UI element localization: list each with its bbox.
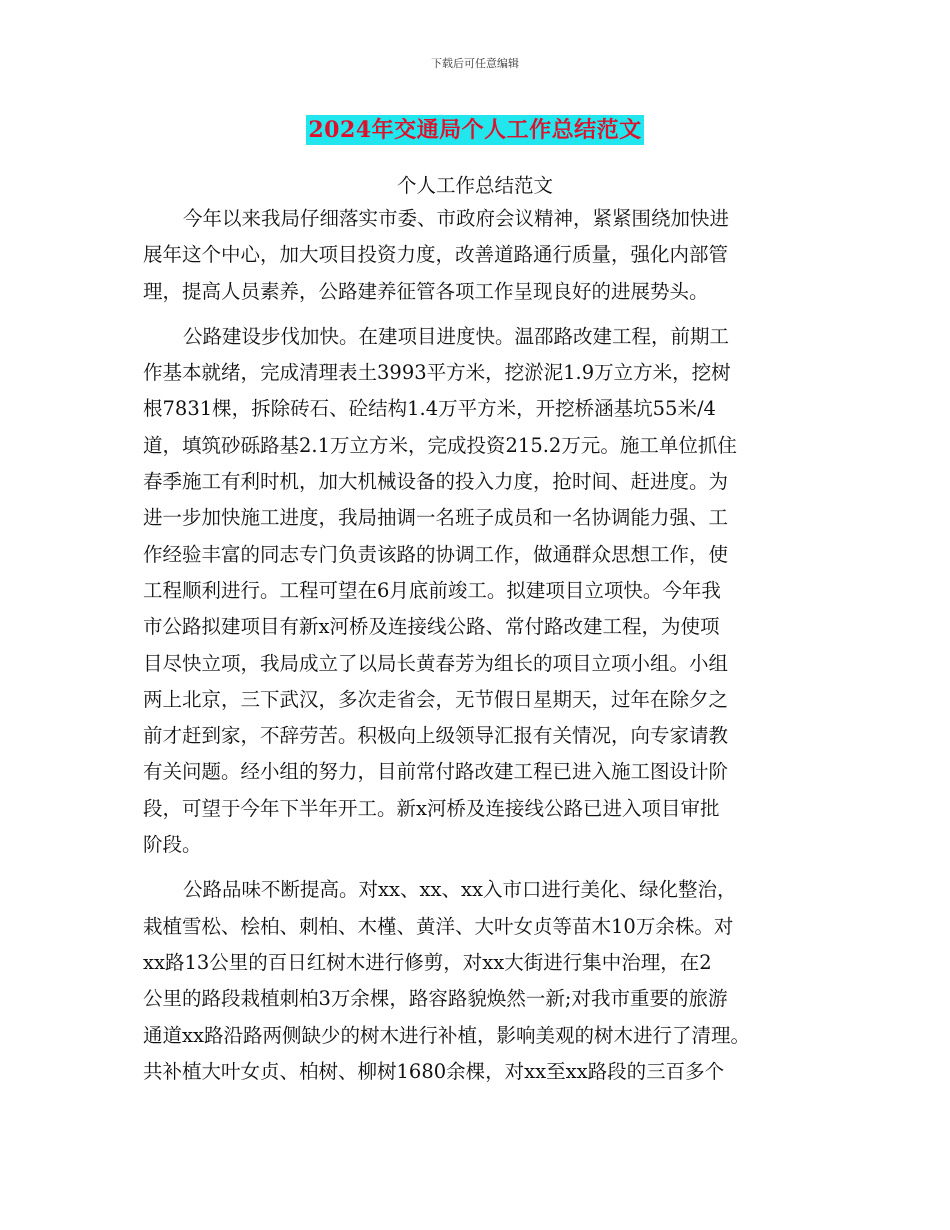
- paragraph-line: 道，填筑砂砾路基2.1万立方米，完成投资215.2万元。施工单位抓住: [143, 433, 737, 457]
- document-title-text: 2024年交通局个人工作总结范文: [308, 117, 642, 143]
- paragraph-line: 阶段。: [143, 833, 202, 857]
- paragraph: [143, 201, 823, 310]
- document-body: [143, 201, 823, 1090]
- paragraph-line: 通道xx路沿路两侧缺少的树木进行补植，影响美观的树木进行了清理。: [143, 1023, 750, 1047]
- paragraph-line: 作基本就绪，完成清理表土3993平方米，挖淤泥1.9万立方米，挖树: [143, 361, 731, 385]
- paragraph-gap: [143, 863, 823, 872]
- paragraph-line: 前才赶到家，不辞劳苦。积极向上级领导汇报有关情况，向专家请教: [143, 724, 729, 748]
- paragraph-line: 理，提高人员素养，公路建养征管各项工作呈现良好的进展势头。: [143, 279, 709, 303]
- paragraph-line: 栽植雪松、桧柏、刺柏、木槿、黄洋、大叶女贞等苗木10万余株。对: [143, 914, 734, 938]
- paragraph-line: 两上北京，三下武汉，多次走省会，无节假日星期天，过年在除夕之: [143, 687, 729, 711]
- paragraph: [143, 872, 823, 1090]
- paragraph-line: 展年这个中心，加大项目投资力度，改善道路通行质量，强化内部管: [143, 243, 729, 267]
- header-note: 下载后可任意编辑: [431, 57, 519, 70]
- paragraph-line: xx路13公里的百日红树木进行修剪，对xx大街进行集中治理，在2: [143, 950, 712, 974]
- paragraph-line: 进一步加快施工进度，我局抽调一名班子成员和一名协调能力强、工: [143, 506, 729, 530]
- paragraph-line: 公路品味不断提高。对xx、xx、xx入市口进行美化、绿化整治，: [183, 878, 737, 902]
- paragraph-line: 今年以来我局仔细落实市委、市政府会议精神，紧紧围绕加快进: [183, 207, 730, 230]
- document-subtitle: 个人工作总结范文: [396, 174, 553, 197]
- paragraph-line: 根7831棵，拆除砖石、砼结构1.4万平方米，开挖桥涵基坑55米/4: [143, 397, 716, 421]
- paragraph-line: 工程顺利进行。工程可望在6月底前竣工。拟建项目立项快。今年我: [143, 578, 721, 602]
- paragraph-line: 春季施工有利时机，加大机械设备的投入力度，抢时间、赶进度。为: [143, 470, 729, 494]
- paragraph-line: 有关问题。经小组的努力，目前常付路改建工程已进入施工图设计阶: [143, 760, 729, 784]
- paragraph-line: 公路建设步伐加快。在建项目进度快。温邵路改建工程，前期工: [183, 324, 730, 348]
- paragraph: [143, 319, 823, 863]
- paragraph-line: 公里的路段栽植刺柏3万余棵，路容路貌焕然一新;对我市重要的旅游: [143, 987, 728, 1011]
- paragraph-line: 目尽快立项，我局成立了以局长黄春芳为组长的项目立项小组。小组: [143, 651, 729, 675]
- paragraph-line: 共补植大叶女贞、柏树、柳树1680余棵，对xx至xx路段的三百多个: [143, 1059, 725, 1083]
- paragraph-line: 作经验丰富的同志专门负责该路的协调工作，做通群众思想工作，使: [143, 542, 729, 566]
- paragraph-line: 段，可望于今年下半年开工。新x河桥及连接线公路已进入项目审批: [143, 796, 720, 820]
- document-title: [0, 115, 950, 145]
- paragraph-gap: [143, 310, 823, 319]
- paragraph-line: 市公路拟建项目有新x河桥及连接线公路、常付路改建工程，为使项: [143, 615, 720, 639]
